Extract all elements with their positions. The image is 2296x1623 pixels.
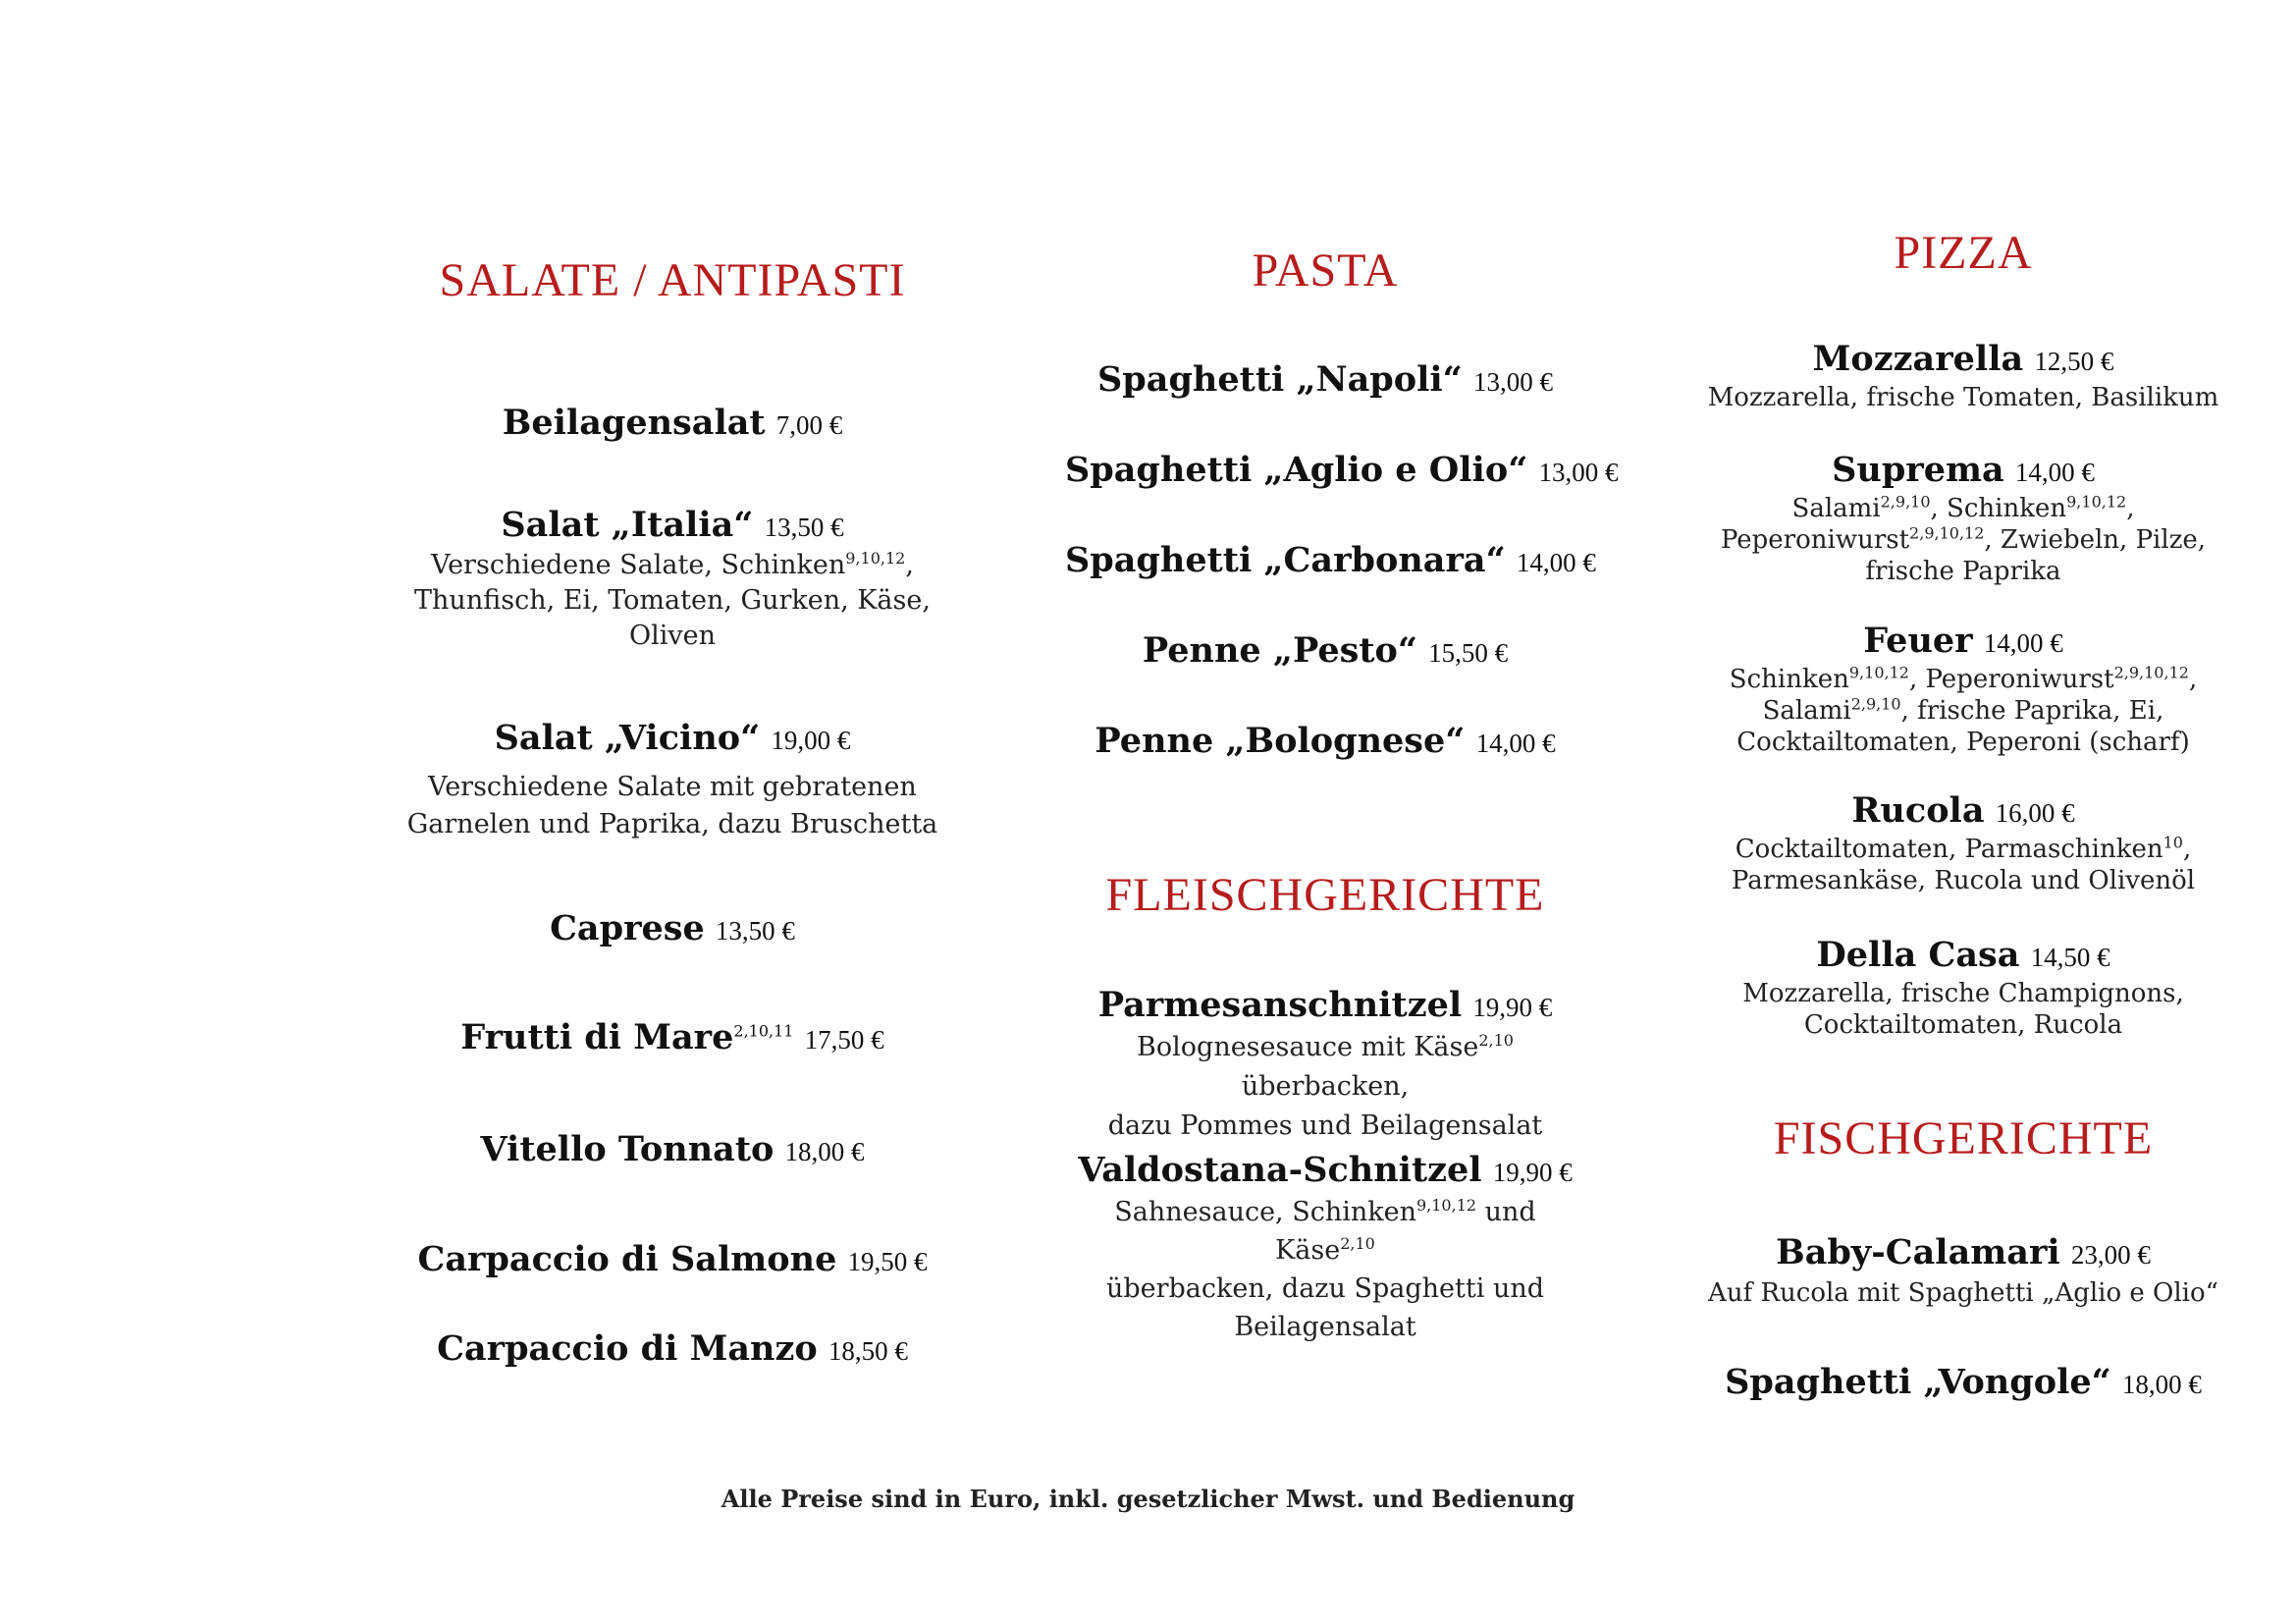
item-description: Salami$^{2,9,10}$, Schinken$^{9,10,12}$, Peperoniwurst$^{2,9,10,12}$, Zwiebeln, Pilze, frische Paprika bbox=[1720, 492, 2207, 586]
item-name: Salat „Italia“ bbox=[501, 505, 754, 545]
item-name: Carpaccio di Salmone bbox=[417, 1239, 837, 1279]
item-name: Salat „Vicino“ bbox=[494, 718, 761, 758]
menu-item bbox=[393, 403, 952, 446]
item-description: Sahnesauce, Schinken$^{9,10,12}$ und Käse$^{2,10}$ überbacken, dazu Spaghetti und Beilagensalat bbox=[1105, 1196, 1545, 1342]
allergen-codes: 2,10 bbox=[1478, 1031, 1514, 1050]
section-title-fisch: FISCHGERICHTE bbox=[1773, 1112, 2154, 1164]
item-name: Baby-Calamari bbox=[1776, 1232, 2060, 1272]
item-name: Penne „Pesto“ bbox=[1142, 630, 1417, 671]
allergen-codes: 2,10,11 bbox=[733, 1021, 794, 1041]
item-description: Mozzarella, frische Champignons, Cocktailtomaten, Rucola bbox=[1742, 979, 2184, 1040]
item-description: Mozzarella, frische Tomaten, Basilikum bbox=[1707, 383, 2219, 412]
item-name: Suprema bbox=[1832, 450, 2004, 490]
item-name: Valdostana-Schnitzel bbox=[1078, 1150, 1482, 1190]
item-name: Penne „Bolognese“ bbox=[1095, 721, 1466, 761]
menu-item bbox=[393, 1328, 952, 1372]
item-price: 19,90 € bbox=[1492, 1158, 1573, 1187]
item-price: 16,00 € bbox=[1995, 798, 2075, 828]
menu-item bbox=[1679, 1362, 2248, 1405]
item-price: 14,00 € bbox=[1516, 548, 1596, 577]
item-price: 19,00 € bbox=[771, 726, 851, 755]
item-price: 19,90 € bbox=[1472, 993, 1553, 1022]
section-title-salate: SALATE / ANTIPASTI bbox=[439, 254, 906, 306]
item-description: Schinken$^{9,10,12}$, Peperoniwurst$^{2,9,10,12}$, Salami$^{2,9,10}$, frische Paprika, Ei, Cocktailtomaten, Peperoni (scharf) bbox=[1729, 663, 2198, 757]
item-name: Beilagensalat bbox=[502, 403, 766, 443]
item-price: 14,50 € bbox=[2030, 943, 2110, 972]
menu-item bbox=[1065, 540, 1596, 583]
item-name: Spaghetti „Vongole“ bbox=[1725, 1362, 2111, 1402]
section-title-pizza: PIZZA bbox=[1894, 227, 2033, 279]
section-title-fleisch: FLEISCHGERICHTE bbox=[1105, 869, 1545, 921]
menu-item bbox=[1679, 339, 2248, 413]
item-price: 14,00 € bbox=[1475, 729, 1556, 758]
item-name: Mozzarella bbox=[1812, 339, 2024, 379]
item-name: Feuer bbox=[1863, 621, 1973, 661]
menu-item bbox=[393, 505, 952, 654]
item-price: 17,50 € bbox=[804, 1025, 884, 1055]
menu-item bbox=[393, 1129, 952, 1172]
menu-item bbox=[1065, 450, 1619, 493]
item-price: 13,00 € bbox=[1538, 458, 1619, 487]
menu-item bbox=[1679, 790, 2248, 896]
item-price: 23,00 € bbox=[2070, 1240, 2151, 1270]
section-title-pasta: PASTA bbox=[1252, 244, 1399, 297]
menu-item bbox=[1065, 985, 1585, 1146]
item-price: 18,00 € bbox=[784, 1137, 865, 1166]
allergen-codes: 9,10,12 bbox=[845, 549, 906, 568]
item-price: 14,00 € bbox=[1983, 628, 2063, 658]
menu-item bbox=[1679, 450, 2248, 587]
item-price: 13,50 € bbox=[764, 513, 844, 542]
item-description: Cocktailtomaten, Parmaschinken$^{10}$, Parmesankäse, Rucola und Olivenöl bbox=[1731, 833, 2196, 895]
pasta-column bbox=[1065, 0, 1619, 1394]
price-footnote: Alle Preise sind in Euro, inkl. gesetzlicher Mwst. und Bedienung bbox=[721, 1485, 1575, 1513]
item-name: Spaghetti „Carbonara“ bbox=[1065, 540, 1506, 580]
item-price: 18,50 € bbox=[828, 1336, 908, 1366]
item-description: Verschiedene Salate, Schinken$^{9,10,12}$, Thunfisch, Ei, Tomaten, Gurken, Käse, Oliven bbox=[414, 549, 931, 651]
item-name: Parmesanschnitzel bbox=[1097, 985, 1463, 1025]
menu-item bbox=[1065, 359, 1585, 403]
item-description: Bolognesesauce mit Käse$^{2,10}$ überbacken, dazu Pommes und Beilagensalat bbox=[1107, 1031, 1543, 1141]
item-price: 15,50 € bbox=[1428, 638, 1509, 668]
item-price: 19,50 € bbox=[847, 1247, 928, 1276]
pizza-column bbox=[1679, 0, 2248, 1434]
item-description: Auf Rucola mit Spaghetti „Aglio e Olio“ bbox=[1708, 1278, 2218, 1308]
menu-item bbox=[1679, 621, 2248, 758]
item-price: 7,00 € bbox=[775, 410, 843, 440]
menu-item bbox=[393, 1017, 952, 1060]
item-price: 13,00 € bbox=[1472, 367, 1553, 397]
item-name: Rucola bbox=[1851, 790, 1985, 831]
item-description: Verschiedene Salate mit gebratenen Garnelen und Paprika, dazu Bruschetta bbox=[406, 772, 938, 839]
item-price: 12,50 € bbox=[2034, 347, 2114, 376]
menu-item bbox=[1065, 721, 1585, 764]
item-price: 14,00 € bbox=[2014, 458, 2095, 487]
item-name: Della Casa bbox=[1816, 935, 2020, 975]
item-name: Frutti di Mare bbox=[460, 1017, 734, 1057]
item-name: Caprese bbox=[550, 908, 705, 948]
menu-item bbox=[1679, 935, 2248, 1041]
salate-column bbox=[393, 0, 952, 1394]
menu-item bbox=[1679, 1232, 2248, 1309]
item-name: Spaghetti „Napoli“ bbox=[1097, 359, 1463, 400]
menu-item bbox=[1065, 1150, 1585, 1346]
menu-item bbox=[393, 1239, 952, 1282]
item-price: 13,50 € bbox=[715, 916, 795, 946]
menu-item bbox=[393, 908, 952, 951]
item-name: Vitello Tonnato bbox=[480, 1129, 774, 1169]
item-price: 18,00 € bbox=[2121, 1370, 2202, 1399]
allergen-codes: 2,10 bbox=[1340, 1234, 1375, 1253]
item-name: Spaghetti „Aglio e Olio“ bbox=[1065, 450, 1528, 490]
menu-item bbox=[393, 718, 952, 843]
menu-item bbox=[1065, 630, 1585, 674]
allergen-codes: 9,10,12 bbox=[1415, 1196, 1477, 1215]
item-name: Carpaccio di Manzo bbox=[437, 1328, 818, 1369]
